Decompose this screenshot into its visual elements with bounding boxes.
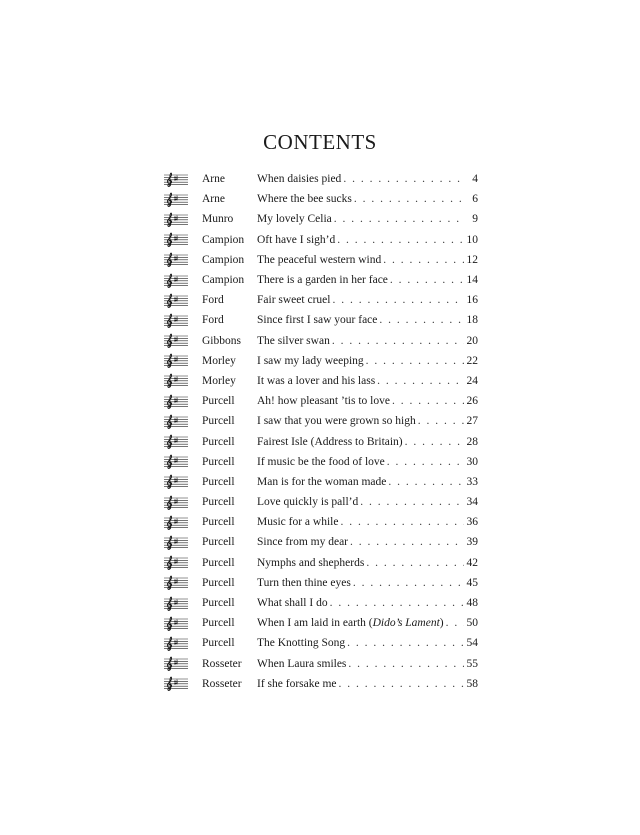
treble-clef-icon <box>163 616 189 631</box>
song-title <box>257 314 377 326</box>
dot-leader <box>387 456 464 468</box>
contents-entry[interactable] <box>163 189 478 209</box>
composer-name: Purcell <box>202 556 235 569</box>
contents-entry[interactable] <box>163 431 478 451</box>
page-number: 39 <box>466 536 478 549</box>
song-title <box>257 516 338 528</box>
composer-name: Purcell <box>202 516 235 529</box>
song-entry <box>257 274 478 286</box>
page-title: CONTENTS <box>263 130 377 155</box>
song-title-text: The peaceful western wind <box>257 253 382 266</box>
dot-leader <box>350 536 464 548</box>
treble-clef-icon <box>163 636 189 651</box>
contents-entry[interactable] <box>163 230 478 250</box>
treble-clef-icon <box>163 232 189 247</box>
treble-clef-icon <box>163 394 189 409</box>
composer-name: Purcell <box>202 395 235 408</box>
song-title <box>257 274 388 286</box>
song-title <box>257 536 348 548</box>
song-title <box>257 415 416 427</box>
song-title-text: If she forsake me <box>257 677 337 690</box>
contents-entry[interactable] <box>163 532 478 552</box>
song-title-text: There is a garden in her face <box>257 274 388 287</box>
dot-leader <box>343 173 464 185</box>
treble-clef-icon <box>163 535 189 550</box>
song-entry <box>257 415 478 427</box>
dot-leader <box>353 577 464 589</box>
treble-clef-icon <box>163 454 189 469</box>
page-number: 55 <box>466 657 478 670</box>
treble-clef-icon <box>163 313 189 328</box>
treble-clef-icon <box>163 656 189 671</box>
song-title <box>257 597 328 609</box>
song-title <box>257 355 364 367</box>
song-entry <box>257 193 478 205</box>
song-title-text: I saw my lady weeping <box>257 354 364 367</box>
composer-name: Purcell <box>202 536 235 549</box>
song-title <box>257 213 332 225</box>
page-number: 33 <box>466 475 478 488</box>
song-title <box>257 577 351 589</box>
song-entry <box>257 496 478 508</box>
page-number: 36 <box>466 516 478 529</box>
song-title <box>257 617 444 629</box>
contents-entry[interactable] <box>163 613 478 633</box>
composer-name: Morley <box>202 374 236 387</box>
composer-name: Purcell <box>202 637 235 650</box>
page-number: 16 <box>466 294 478 307</box>
composer-name: Purcell <box>202 415 235 428</box>
song-entry <box>257 375 478 387</box>
song-entry <box>257 658 478 670</box>
song-title-text: Since from my dear <box>257 536 349 549</box>
contents-entry[interactable] <box>163 674 478 694</box>
contents-entry[interactable] <box>163 209 478 229</box>
composer-name: Munro <box>202 213 234 226</box>
composer-name: Ford <box>202 314 224 327</box>
composer-name: Purcell <box>202 455 235 468</box>
contents-entry[interactable] <box>163 472 478 492</box>
song-title-text: The Knotting Song <box>257 637 346 650</box>
treble-clef-icon <box>163 676 189 691</box>
treble-clef-icon <box>163 414 189 429</box>
song-title <box>257 496 358 508</box>
dot-leader <box>347 637 464 649</box>
song-title-text: The silver swan <box>257 334 330 347</box>
song-title-text: Where the bee sucks <box>257 193 352 206</box>
song-title-text: It was a lover and his lass <box>257 374 376 387</box>
composer-name: Purcell <box>202 475 235 488</box>
song-title-text: Fairest Isle (Address to Britain) <box>257 435 403 448</box>
dot-leader <box>366 355 464 367</box>
contents-entry[interactable] <box>163 270 478 290</box>
composer-name: Campion <box>202 233 245 246</box>
composer-name: Campion <box>202 253 245 266</box>
song-entry <box>257 637 478 649</box>
dot-leader <box>379 314 464 326</box>
treble-clef-icon <box>163 273 189 288</box>
song-entry <box>257 557 478 569</box>
song-entry <box>257 577 478 589</box>
dot-leader <box>388 476 464 488</box>
contents-entry[interactable] <box>163 331 478 351</box>
contents-entry[interactable] <box>163 250 478 270</box>
song-title-text: Music for a while <box>257 516 339 529</box>
song-entry <box>257 436 478 448</box>
dot-leader <box>330 597 464 609</box>
contents-entry[interactable] <box>163 553 478 573</box>
song-entry <box>257 617 478 629</box>
contents-entry[interactable] <box>163 573 478 593</box>
composer-name: Purcell <box>202 617 235 630</box>
treble-clef-icon <box>163 252 189 267</box>
page-number: 28 <box>466 435 478 448</box>
song-title <box>257 637 345 649</box>
composer-name: Campion <box>202 274 245 287</box>
page-number: 26 <box>466 395 478 408</box>
composer-name: Morley <box>202 354 236 367</box>
song-entry <box>257 294 478 306</box>
composer-name: Purcell <box>202 496 235 509</box>
treble-clef-icon <box>163 555 189 570</box>
song-title-text: Oft have I sigh’d <box>257 233 336 246</box>
song-title-text: When daisies pied <box>257 173 342 186</box>
treble-clef-icon <box>163 333 189 348</box>
song-title <box>257 557 364 569</box>
contents-entry[interactable] <box>163 654 478 674</box>
page-number: 22 <box>466 354 478 367</box>
contents-entry[interactable] <box>163 391 478 411</box>
dot-leader <box>337 234 464 246</box>
song-entry <box>257 355 478 367</box>
treble-clef-icon <box>163 596 189 611</box>
page-number: 42 <box>466 556 478 569</box>
song-title-text: Fair sweet cruel <box>257 294 331 307</box>
page-number: 34 <box>466 496 478 509</box>
dot-leader <box>390 274 464 286</box>
dot-leader <box>332 335 464 347</box>
song-title <box>257 456 385 468</box>
song-entry <box>257 678 478 690</box>
song-title-text: Love quickly is pall’d <box>257 496 359 509</box>
contents-entry[interactable] <box>163 290 478 310</box>
dot-leader <box>354 193 464 205</box>
composer-name: Rosseter <box>202 677 242 690</box>
page-number: 27 <box>466 415 478 428</box>
composer-name: Purcell <box>202 576 235 589</box>
song-title-italic: Dido’s Lament <box>372 617 440 630</box>
dot-leader <box>392 395 464 407</box>
song-title-text: I saw that you were grown so high <box>257 415 416 428</box>
song-title <box>257 375 375 387</box>
treble-clef-icon <box>163 575 189 590</box>
song-title-text: Man is for the woman made <box>257 475 387 488</box>
song-entry <box>257 213 478 225</box>
page-number: 24 <box>466 374 478 387</box>
dot-leader <box>446 617 464 629</box>
song-entry <box>257 314 478 326</box>
song-entry <box>257 597 478 609</box>
composer-name: Arne <box>202 193 225 206</box>
page-number: 58 <box>466 677 478 690</box>
song-entry <box>257 335 478 347</box>
song-title-text: When Laura smiles <box>257 657 347 670</box>
song-title-text: Nymphs and shepherds <box>257 556 365 569</box>
song-title <box>257 658 346 670</box>
treble-clef-icon <box>163 353 189 368</box>
song-title-text: My lovely Celia <box>257 213 332 226</box>
page-number: 9 <box>472 213 478 226</box>
page-number: 48 <box>466 597 478 610</box>
song-entry <box>257 254 478 266</box>
contents-list <box>163 169 478 694</box>
treble-clef-icon <box>163 212 189 227</box>
treble-clef-icon <box>163 192 189 207</box>
composer-name: Rosseter <box>202 657 242 670</box>
contents-entry[interactable] <box>163 512 478 532</box>
treble-clef-icon <box>163 515 189 530</box>
song-title-text: Ah! how pleasant ’tis to love <box>257 395 390 408</box>
song-title <box>257 395 390 407</box>
page-number: 10 <box>466 233 478 246</box>
treble-clef-icon <box>163 373 189 388</box>
song-title-text: When I am laid in earth ( <box>257 617 373 630</box>
page-number: 12 <box>466 253 478 266</box>
song-entry <box>257 476 478 488</box>
dot-leader <box>366 557 464 569</box>
song-entry <box>257 395 478 407</box>
contents-entry[interactable] <box>163 351 478 371</box>
contents-entry[interactable] <box>163 633 478 653</box>
dot-leader <box>405 436 464 448</box>
page-number: 45 <box>466 576 478 589</box>
page-number: 14 <box>466 274 478 287</box>
treble-clef-icon <box>163 474 189 489</box>
composer-name: Ford <box>202 294 224 307</box>
contents-entry[interactable] <box>163 593 478 613</box>
treble-clef-icon <box>163 434 189 449</box>
page-number: 30 <box>466 455 478 468</box>
song-title <box>257 335 330 347</box>
dot-leader <box>334 213 464 225</box>
contents-entry[interactable] <box>163 371 478 391</box>
treble-clef-icon <box>163 172 189 187</box>
composer-name: Purcell <box>202 435 235 448</box>
contents-entry[interactable] <box>163 492 478 512</box>
treble-clef-icon <box>163 495 189 510</box>
song-title <box>257 476 386 488</box>
song-title <box>257 436 403 448</box>
song-entry <box>257 456 478 468</box>
song-entry <box>257 516 478 528</box>
contents-entry[interactable] <box>163 169 478 189</box>
treble-clef-icon <box>163 293 189 308</box>
song-title <box>257 294 330 306</box>
dot-leader <box>332 294 464 306</box>
song-entry <box>257 234 478 246</box>
page-number: 50 <box>466 617 478 630</box>
composer-name: Purcell <box>202 597 235 610</box>
song-title <box>257 254 381 266</box>
song-entry <box>257 536 478 548</box>
contents-entry[interactable] <box>163 310 478 330</box>
dot-leader <box>377 375 464 387</box>
composer-name: Gibbons <box>202 334 241 347</box>
page-number: 18 <box>466 314 478 327</box>
song-title-suffix: ) <box>439 617 444 630</box>
dot-leader <box>418 415 464 427</box>
composer-name: Arne <box>202 173 225 186</box>
dot-leader <box>340 516 464 528</box>
song-title <box>257 234 335 246</box>
page-number: 54 <box>466 637 478 650</box>
dot-leader <box>339 678 464 690</box>
song-title-text: If music be the food of love <box>257 455 385 468</box>
page-number: 6 <box>472 193 478 206</box>
song-title-text: Turn then thine eyes <box>257 576 351 589</box>
dot-leader <box>348 658 464 670</box>
dot-leader <box>360 496 464 508</box>
song-title <box>257 678 337 690</box>
song-title <box>257 193 352 205</box>
page-number: 20 <box>466 334 478 347</box>
contents-entry[interactable] <box>163 452 478 472</box>
contents-entry[interactable] <box>163 411 478 431</box>
dot-leader <box>383 254 464 266</box>
song-title-text: What shall I do <box>257 597 328 610</box>
song-title-text: Since first I saw your face <box>257 314 378 327</box>
song-title <box>257 173 341 185</box>
page-number: 4 <box>472 173 478 186</box>
song-entry <box>257 173 478 185</box>
